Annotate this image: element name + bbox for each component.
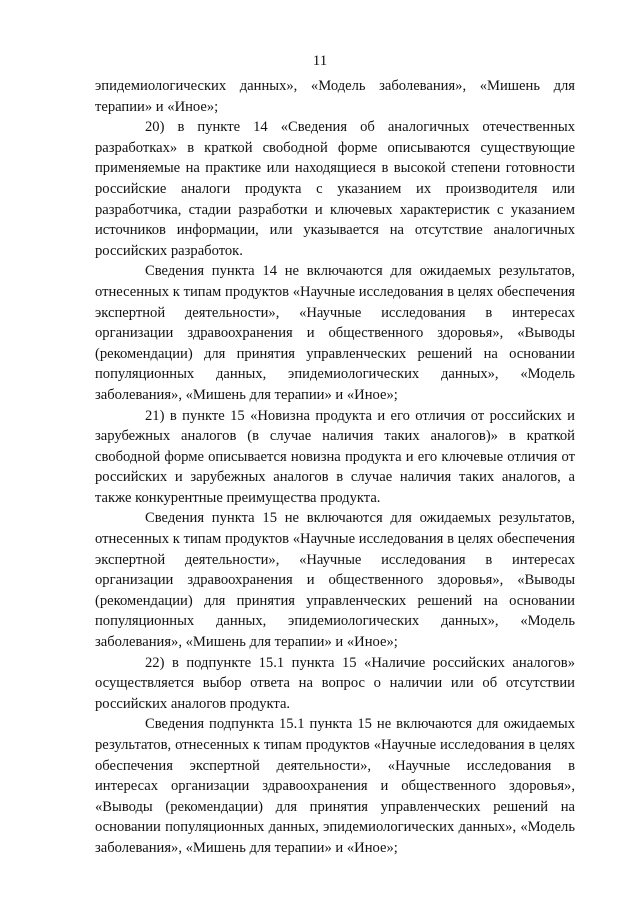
paragraph-item-21: 21) в пункте 15 «Новизна продукта и его отличия от российских и зарубежных аналогов (в случае наличия таких аналогов)» в краткой свободной форме описывается новизна продукта и его ключевые отличия от российских и зарубежных аналогов в случае наличия таких аналогов, а также конкурентные преимущества продукта. bbox=[95, 407, 575, 506]
paragraph-item-15-1-exclusion: Сведения подпункта 15.1 пункта 15 не включаются для ожидаемых результатов, отнесенных к типам продуктов «Научные исследования в целях обеспечения экспертной деятельности», «Научные исследования в интересах организации здравоохранения и общественного здоровья», «Выводы (рекомендации) для принятия управленческих решений на основании популяционных данных, эпидемиологических данных», «Модель заболевания», «Мишень для терапии» и «Иное»; bbox=[95, 716, 575, 856]
paragraph-item-20: 20) в пункте 14 «Сведения об аналогичных отечественных разработках» в краткой свободной форме описываются существующие применяемые на практике или находящиеся в высокой степени готовности российские аналоги продукта с указанием их производителя или разработчика, стадии разработки и ключевых характеристик с указанием источников информации, или указывается на отсутствие аналогичных российских разработок. bbox=[95, 119, 575, 259]
page-number: 11 bbox=[312, 53, 328, 69]
body-text bbox=[95, 76, 575, 859]
paragraph-item-22: 22) в подпункте 15.1 пункта 15 «Наличие российских аналогов» осуществляется выбор ответа на вопрос о наличии или об отсутствии российских аналогов продукта. bbox=[95, 654, 575, 712]
paragraph-item-15-exclusion: Сведения пункта 15 не включаются для ожидаемых результатов, отнесенных к типам продуктов «Научные исследования в целях обеспечения экспертной деятельности», «Научные исследования в интересах организации здравоохранения и общественного здоровья», «Выводы (рекомендации) для принятия управленческих решений на основании популяционных данных, эпидемиологических данных», «Модель заболевания», «Мишень для терапии» и «Иное»; bbox=[95, 510, 575, 651]
paragraph-continuation: эпидемиологических данных», «Модель заболевания», «Мишень для терапии» и «Иное»; bbox=[95, 78, 575, 115]
paragraph-item-14-exclusion: Сведения пункта 14 не включаются для ожидаемых результатов, отнесенных к типам продуктов «Научные исследования в целях обеспечения экспертной деятельности», «Научные исследования в интересах организации здравоохранения и общественного здоровья», «Выводы (рекомендации) для принятия управленческих решений на основании популяционных данных, эпидемиологических данных», «Модель заболевания», «Мишень для терапии» и «Иное»; bbox=[95, 263, 575, 403]
